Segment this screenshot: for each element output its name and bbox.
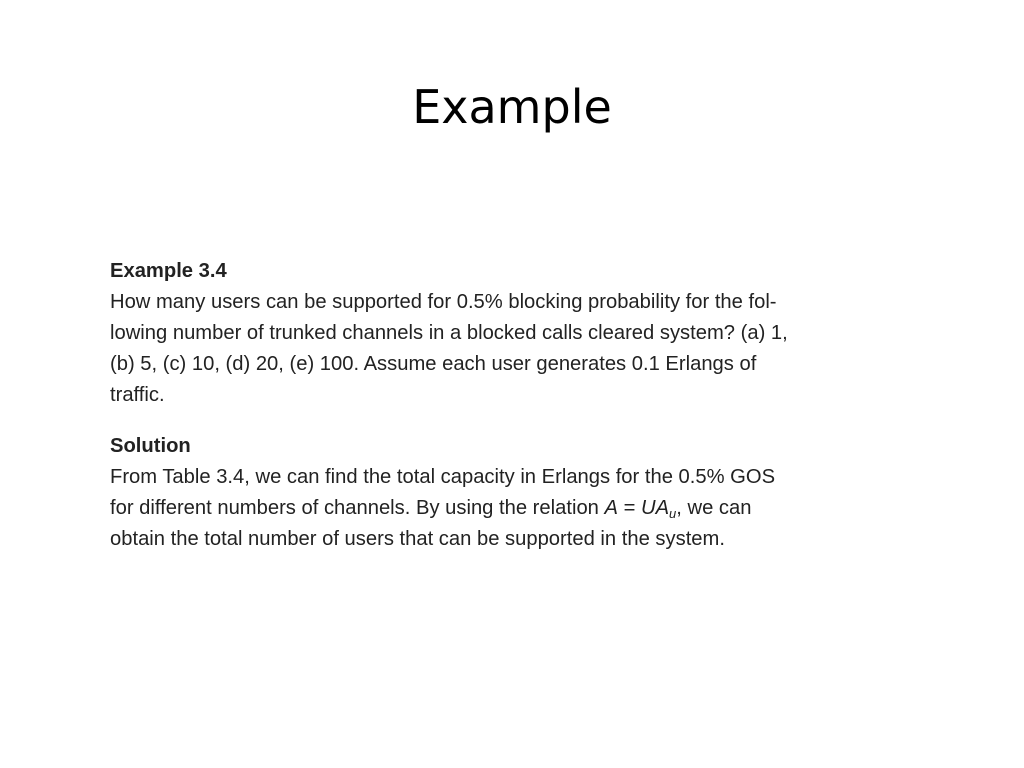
solution-heading: Solution xyxy=(110,435,191,457)
example-line-2: lowing number of trunked channels in a blocked calls cleared system? (a) 1, xyxy=(110,322,788,344)
solution-line-1: From Table 3.4, we can find the total capacity in Erlangs for the 0.5% GOS xyxy=(110,466,776,488)
solution-line-2-after: , we can xyxy=(676,497,752,519)
formula-lhs: A xyxy=(604,497,618,519)
textbook-excerpt xyxy=(110,256,874,555)
example-question xyxy=(110,287,874,411)
formula-rhs: UA xyxy=(641,497,670,519)
example-line-4: traffic. xyxy=(110,384,165,406)
solution-text xyxy=(110,462,874,555)
solution-line-3: obtain the total number of users that can be supported in the system. xyxy=(110,528,725,550)
solution-line-2-before: for different numbers of channels. By using the relation xyxy=(110,497,605,519)
slide-title: Example xyxy=(412,80,612,134)
section-spacer xyxy=(110,411,874,431)
formula-equals: = xyxy=(617,497,641,519)
example-heading: Example 3.4 xyxy=(110,260,227,282)
example-line-1: How many users can be supported for 0.5% blocking probability for the fol- xyxy=(110,291,777,313)
example-line-3: (b) 5, (c) 10, (d) 20, (e) 100. Assume each user generates 0.1 Erlangs of xyxy=(110,353,757,375)
formula-subscript: u xyxy=(669,506,677,521)
solution-line-2 xyxy=(110,493,874,524)
